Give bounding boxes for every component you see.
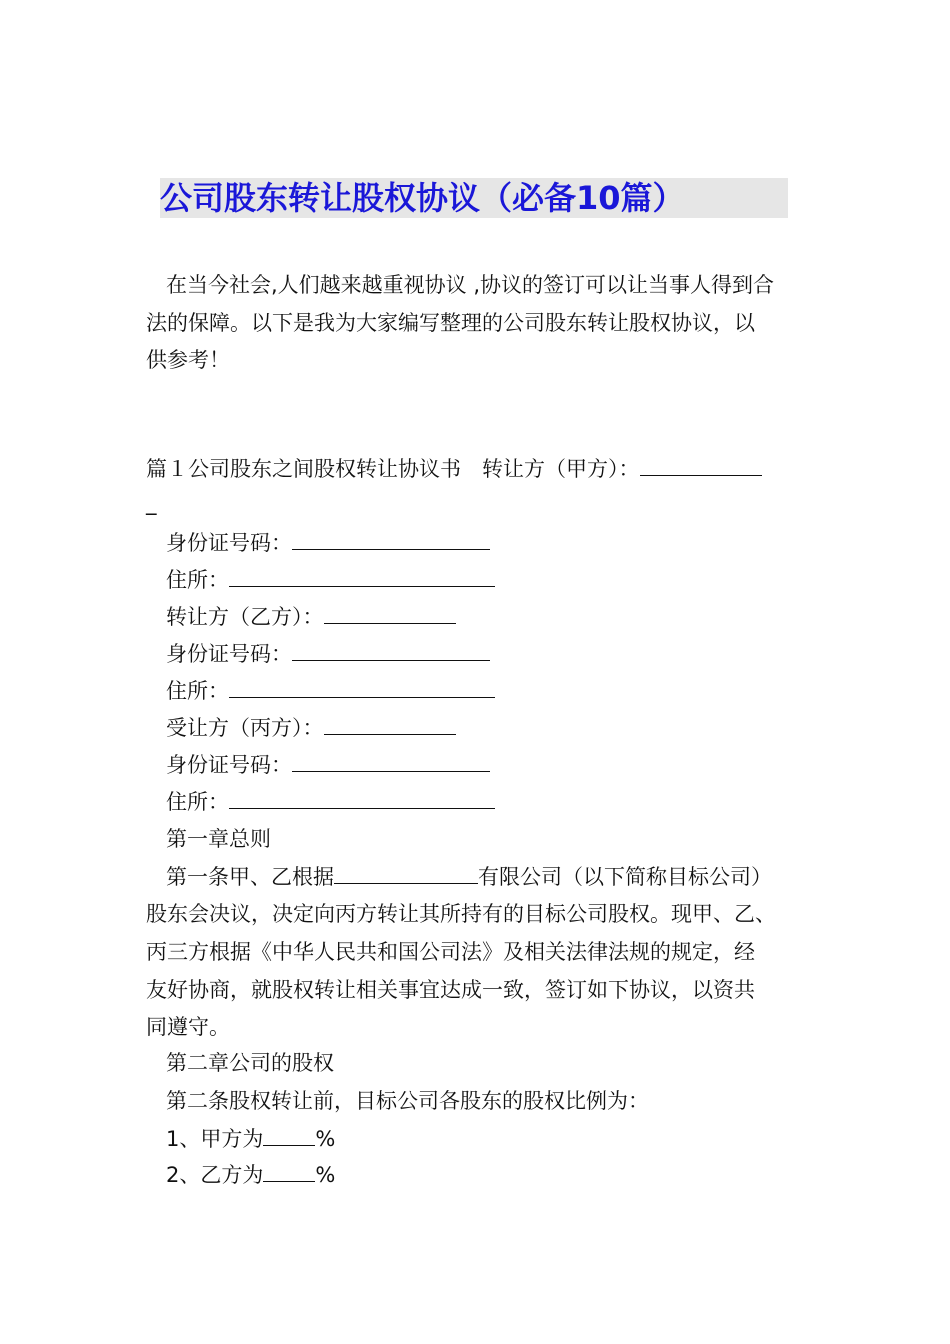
share-item-1: [166, 1123, 335, 1154]
address-label: 住所：: [166, 790, 229, 814]
party-c-blank: [324, 712, 456, 735]
id-label: 身份证号码：: [166, 531, 292, 555]
party-b: [166, 601, 456, 632]
party-a-id: [166, 527, 490, 558]
article-1-start: 第一条甲、乙根据: [166, 865, 334, 889]
share-item-2-label: 2、乙方为: [166, 1163, 264, 1187]
percent-sign: %: [315, 1127, 336, 1151]
article-1-line-1: [166, 861, 772, 892]
party-c: [166, 712, 456, 743]
share-item-2-blank: [263, 1159, 315, 1182]
chapter-1-heading: 第一章总则: [166, 827, 271, 851]
party-b-address: [166, 675, 495, 706]
intro-line-3: 供参考！: [146, 348, 230, 372]
share-item-1-blank: [263, 1123, 315, 1146]
address-label: 住所：: [166, 568, 229, 592]
article-2-line: 第二条股权转让前，目标公司各股东的股权比例为：: [166, 1089, 649, 1113]
id-blank: [292, 638, 490, 661]
article-1-line-3: 丙三方根据《中华人民共和国公司法》及相关法律法规的规定，经: [146, 940, 755, 964]
id-label: 身份证号码：: [166, 642, 292, 666]
party-b-blank: [324, 601, 456, 624]
party-a-address: [166, 564, 495, 595]
document-title: 公司股东转让股权协议（必备10篇）: [160, 179, 685, 217]
section1-heading: [146, 453, 762, 484]
party-b-label: 转让方（乙方）：: [166, 605, 324, 629]
id-label: 身份证号码：: [166, 753, 292, 777]
article-1-line-5: 同遵守。: [146, 1015, 230, 1039]
article-1-line-2: 股东会决议，决定向丙方转让其所持有的目标公司股权。现甲、乙、: [146, 902, 776, 926]
address-label: 住所：: [166, 679, 229, 703]
section1-heading-text: 篇１公司股东之间股权转让协议书 转让方（甲方）：: [146, 457, 640, 481]
article-1-line-4: 友好协商，就股权转让相关事宜达成一致，签订如下协议，以资共: [146, 978, 755, 1002]
company-name-blank: [334, 861, 478, 884]
intro-line-2: 法的保障。以下是我为大家编写整理的公司股东转让股权协议，以: [146, 311, 755, 335]
address-blank: [229, 675, 495, 698]
party-c-id: [166, 749, 490, 780]
intro-line-1: 在当今社会,人们越来越重视协议 ,协议的签订可以让当事人得到合: [166, 273, 775, 297]
share-item-2: [166, 1159, 335, 1190]
party-a-blank: [640, 453, 762, 476]
party-b-id: [166, 638, 490, 669]
section1-heading-continuation: _: [146, 491, 157, 515]
address-blank: [229, 564, 495, 587]
id-blank: [292, 527, 490, 550]
percent-sign: %: [315, 1163, 336, 1187]
chapter-2-heading: 第二章公司的股权: [166, 1051, 334, 1075]
party-c-label: 受让方（丙方）：: [166, 716, 324, 740]
address-blank: [229, 786, 495, 809]
share-item-1-label: 1、甲方为: [166, 1127, 264, 1151]
id-blank: [292, 749, 490, 772]
article-1-rest: 有限公司（以下简称目标公司）: [478, 865, 772, 889]
party-c-address: [166, 786, 495, 817]
